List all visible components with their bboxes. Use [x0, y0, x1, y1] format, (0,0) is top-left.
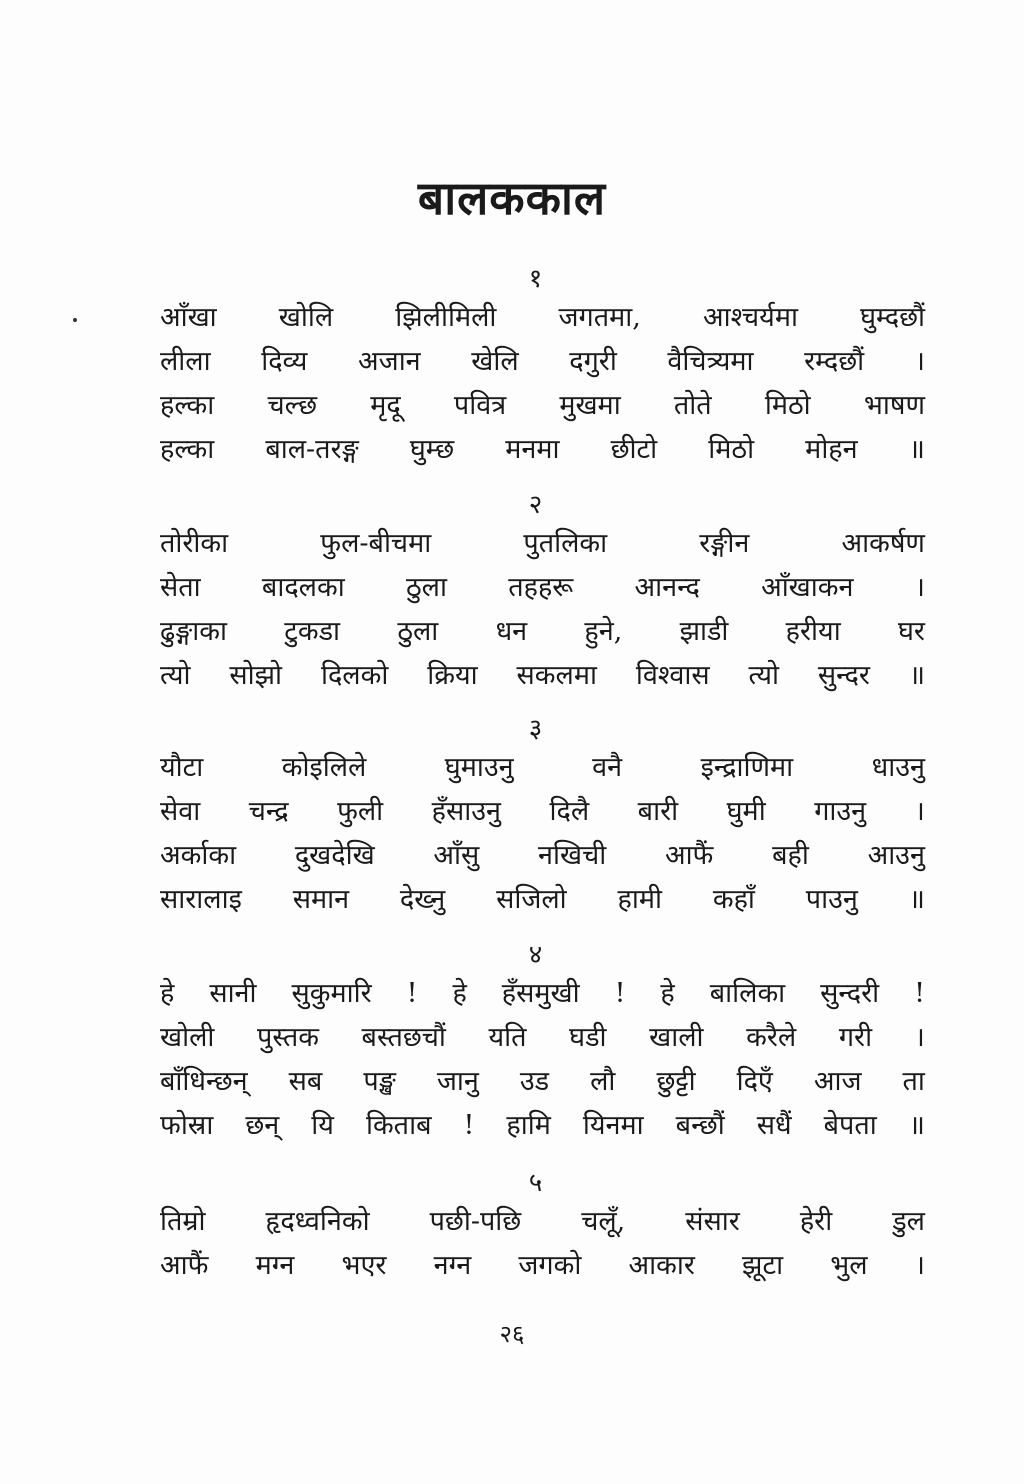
verse-word: क्रिया: [427, 660, 478, 691]
verse-word: दिव्य: [261, 346, 308, 377]
verse-word: सारालाइ: [160, 884, 242, 915]
verse-word: हे: [160, 978, 175, 1009]
verse-line: [160, 522, 925, 566]
verse-word: भाषण: [863, 390, 925, 421]
verse-word: छुट्टी: [656, 1066, 696, 1097]
verse-word: हरीया: [785, 616, 841, 647]
verse-word: फुल-बीचमा: [320, 528, 432, 559]
verse-word: अजान: [358, 346, 421, 377]
stanza-4: [160, 938, 925, 1148]
verse-word: ।: [914, 346, 925, 377]
verse-word: बही: [772, 840, 809, 871]
verse-word: हामी: [617, 884, 662, 915]
verse-word: चन्द्र: [248, 796, 289, 827]
stanza-2: [160, 488, 925, 698]
verse-word: कोइलिले: [281, 752, 367, 783]
verse-word: जानु: [436, 1066, 479, 1097]
verse-word: हामि: [506, 1110, 551, 1141]
verse-word: घुमी: [726, 796, 766, 827]
verse-word: नखिची: [538, 840, 607, 871]
verse-word: बस्तछचौं: [361, 1022, 446, 1053]
stanza-lines: [160, 972, 925, 1148]
verse-word: ।: [914, 572, 925, 603]
verse-word: हे: [452, 978, 467, 1009]
verse-word: ।: [914, 1022, 925, 1053]
verse-word: ।: [914, 796, 925, 827]
verse-word: आफैं: [160, 1250, 209, 1281]
verse-line: [160, 654, 925, 698]
verse-word: लीला: [160, 346, 211, 377]
verse-word: सधैं: [756, 1110, 792, 1141]
verse-line: [160, 340, 925, 384]
verse-word: घर: [897, 616, 925, 647]
verse-word: पुस्तक: [256, 1022, 319, 1053]
stanza-lines: [160, 296, 925, 472]
verse-word: किताब: [365, 1110, 432, 1141]
verse-word: घुमाउनु: [444, 752, 514, 783]
verse-word: बारी: [637, 796, 679, 827]
verse-word: फुली: [337, 796, 384, 827]
verse-word: सजिलो: [496, 884, 567, 915]
verse-word: मिठो: [764, 390, 811, 421]
verse-word: दुखदेखि: [294, 840, 375, 871]
verse-word: कहाँ: [712, 884, 755, 915]
verse-word: हुने,: [584, 616, 623, 647]
verse-line: [160, 566, 925, 610]
verse-word: रङ्गीन: [699, 528, 750, 559]
verse-line: [160, 428, 925, 472]
verse-word: समान: [292, 884, 350, 915]
verse-word: मृदू: [370, 390, 401, 421]
stanza-number: २: [528, 490, 543, 520]
verse-line: [160, 790, 925, 834]
verse-word: बाँधिन्छन्: [160, 1066, 248, 1097]
verse-line: [160, 1200, 925, 1244]
verse-word: दिलको: [320, 660, 389, 691]
verse-word: आकार: [628, 1250, 695, 1281]
stanza-lines: [160, 746, 925, 922]
verse-word: हे: [660, 978, 675, 1009]
verse-word: खोली: [160, 1022, 215, 1053]
verse-word: ठुला: [397, 616, 439, 647]
verse-word: झिलीमिली: [395, 302, 497, 333]
verse-word: तोते: [673, 390, 712, 421]
verse-word: ढुङ्गाका: [160, 616, 228, 647]
verse-word: छन्: [245, 1110, 280, 1141]
verse-word: धन: [495, 616, 528, 647]
verse-word: रम्दछौं: [804, 346, 865, 377]
verse-word: मिठो: [708, 434, 755, 465]
verse-word: दिलै: [549, 796, 590, 827]
verse-word: !: [614, 978, 626, 1009]
stanza-number: १: [528, 264, 543, 294]
verse-word: त्यो: [160, 660, 191, 691]
verse-word: इन्द्राणिमा: [700, 752, 794, 783]
verse-word: हँसमुखी: [501, 978, 580, 1009]
verse-word: मनमा: [505, 434, 560, 465]
stanza-number: ५: [528, 1168, 543, 1198]
verse-word: ठुला: [405, 572, 447, 603]
verse-word: धाउनु: [871, 752, 925, 783]
verse-word: मुखमा: [559, 390, 621, 421]
verse-word: हृदध्वनिको: [265, 1206, 370, 1237]
verse-word: टुकडा: [284, 616, 341, 647]
verse-word: वैचित्र्यमा: [667, 346, 754, 377]
verse-word: हल्का: [160, 390, 215, 421]
verse-word: ता: [902, 1066, 925, 1097]
verse-word: गाउनु: [814, 796, 867, 827]
verse-word: पाउनु: [805, 884, 858, 915]
verse-line: [160, 834, 925, 878]
stanza-lines: [160, 1200, 925, 1288]
verse-word: बन्छौं: [675, 1110, 725, 1141]
verse-word: भएर: [341, 1250, 387, 1281]
verse-word: चल्छ: [267, 390, 318, 421]
verse-word: लौ: [590, 1066, 616, 1097]
verse-word: सुकुमारि: [291, 978, 372, 1009]
verse-word: छीटो: [610, 434, 658, 465]
verse-word: अर्काका: [160, 840, 237, 871]
verse-word: सब: [288, 1066, 323, 1097]
verse-word: करैले: [746, 1022, 797, 1053]
verse-word: दगुरी: [569, 346, 617, 377]
verse-word: बादलका: [261, 572, 345, 603]
verse-word: तोरीका: [160, 528, 229, 559]
verse-word: फोस्रा: [160, 1110, 214, 1141]
verse-word: सेता: [160, 572, 201, 603]
verse-word: यिनमा: [582, 1110, 644, 1141]
verse-word: तिम्रो: [160, 1206, 206, 1237]
verse-word: खेलि: [471, 346, 519, 377]
verse-word: आँखा: [160, 302, 217, 333]
verse-word: ॥: [908, 660, 925, 691]
verse-word: सोझो: [229, 660, 283, 691]
verse-word: जगको: [518, 1250, 582, 1281]
verse-word: दिएँ: [736, 1066, 773, 1097]
verse-word: बाल-तरङ्ग: [265, 434, 359, 465]
verse-word: ॥: [908, 1110, 925, 1141]
verse-word: आँसु: [433, 840, 480, 871]
poem-title: बालककाल: [417, 171, 607, 225]
verse-word: यौटा: [160, 752, 204, 783]
verse-word: नग्न: [433, 1250, 472, 1281]
verse-word: पङ्ख: [363, 1066, 396, 1097]
verse-line: [160, 1060, 925, 1104]
verse-word: संसार: [685, 1206, 740, 1237]
ink-speck: [73, 318, 77, 322]
verse-word: मग्न: [255, 1250, 295, 1281]
verse-word: घुम्छ: [409, 434, 455, 465]
verse-word: खाली: [649, 1022, 704, 1053]
stanza-lines: [160, 522, 925, 698]
verse-word: हल्का: [160, 434, 215, 465]
verse-word: त्यो: [748, 660, 780, 691]
verse-word: उड: [519, 1066, 550, 1097]
verse-line: [160, 1016, 925, 1060]
verse-word: विश्वास: [635, 660, 710, 691]
verse-word: बालिका: [709, 978, 786, 1009]
verse-word: पुतलिका: [523, 528, 608, 559]
verse-word: सुन्दर: [817, 660, 870, 691]
verse-line: [160, 1104, 925, 1148]
stanza-5: [160, 1166, 925, 1288]
verse-word: आश्चर्यमा: [702, 302, 798, 333]
stanza-number: ४: [528, 940, 543, 970]
verse-word: झाडी: [679, 616, 729, 647]
verse-word: आकर्षण: [841, 528, 925, 559]
verse-word: तहहरू: [508, 572, 574, 603]
stanza-1: [160, 262, 925, 472]
verse-word: सकलमा: [516, 660, 597, 691]
verse-word: घडी: [569, 1022, 607, 1053]
verse-word: ॥: [908, 434, 925, 465]
verse-word: सुन्दरी: [820, 978, 880, 1009]
verse-word: आँखाकन: [761, 572, 854, 603]
stanza-3: [160, 712, 925, 922]
verse-word: भुल: [830, 1250, 868, 1281]
verse-word: !: [406, 978, 418, 1009]
verse-word: यि: [311, 1110, 334, 1141]
verse-word: खोलि: [278, 302, 334, 333]
verse-word: चलूँ,: [581, 1206, 626, 1237]
verse-word: हँसाउनु: [431, 796, 502, 827]
verse-word: मोहन: [805, 434, 858, 465]
verse-word: पवित्र: [453, 390, 507, 421]
verse-word: गरी: [838, 1022, 873, 1053]
verse-word: यति: [488, 1022, 527, 1053]
verse-word: देख्नु: [399, 884, 446, 915]
verse-word: ॥: [908, 884, 925, 915]
verse-word: ।: [914, 1250, 925, 1281]
verse-line: [160, 384, 925, 428]
verse-word: !: [914, 978, 925, 1009]
verse-word: सानी: [209, 978, 257, 1009]
verse-word: आउनु: [867, 840, 925, 871]
verse-line: [160, 972, 925, 1016]
verse-word: हेरी: [799, 1206, 833, 1237]
verse-word: डुल: [892, 1206, 925, 1237]
verse-word: सेवा: [160, 796, 201, 827]
verse-word: पछी-पछि: [429, 1206, 522, 1237]
verse-word: वनै: [592, 752, 623, 783]
verse-word: झूटा: [742, 1250, 784, 1281]
verse-line: [160, 1244, 925, 1288]
verse-word: आज: [813, 1066, 862, 1097]
verse-word: आफैं: [664, 840, 714, 871]
page-number: २६: [499, 1320, 525, 1348]
verse-word: जगतमा,: [558, 302, 641, 333]
verse-word: !: [463, 1110, 475, 1141]
verse-word: आनन्द: [634, 572, 700, 603]
verse-line: [160, 610, 925, 654]
verse-word: बेपता: [823, 1110, 877, 1141]
verse-word: घुम्दछौं: [860, 302, 925, 333]
verse-line: [160, 296, 925, 340]
verse-line: [160, 746, 925, 790]
stanza-number: ३: [528, 714, 543, 744]
verse-line: [160, 878, 925, 922]
